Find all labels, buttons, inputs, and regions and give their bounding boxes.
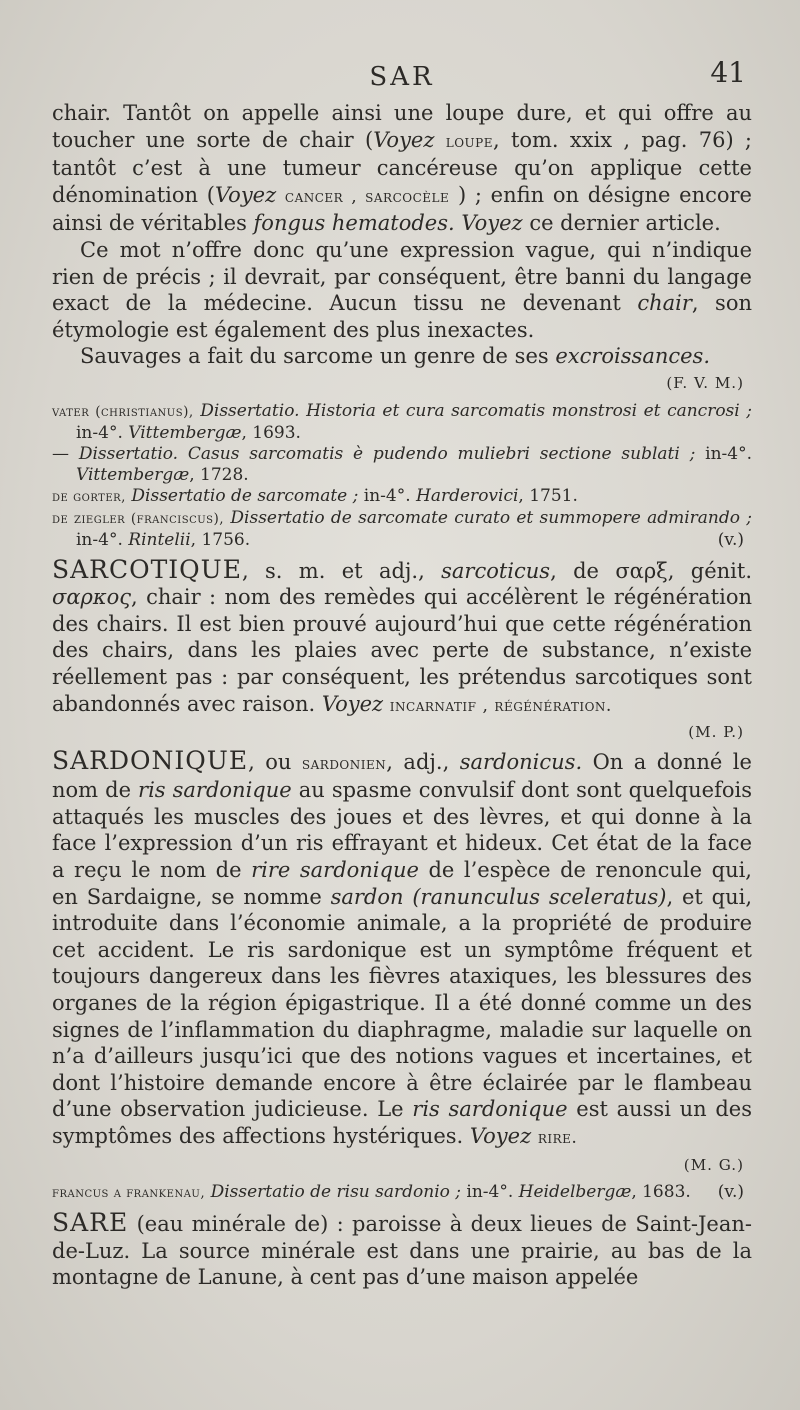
voyez: Voyez	[214, 182, 277, 207]
entry-sardonique	[52, 745, 752, 1152]
author-signature: (M. G.)	[683, 1155, 744, 1174]
biblio-format: in-4°.	[363, 485, 411, 506]
term-italic: ris sardonique	[412, 1097, 568, 1122]
biblio-author: de ziegler (franciscus),	[52, 510, 225, 527]
voyez: Voyez	[321, 691, 384, 716]
biblio-format: in-4°.	[466, 1182, 514, 1203]
page-body	[52, 100, 752, 1291]
text: est aussi un des symptômes des affections hystériques.	[52, 1097, 752, 1148]
paragraph-chair-continued	[52, 100, 752, 237]
entry-heading: SARDONIQUE	[52, 745, 249, 775]
text: de l’espèce de renoncule qui, en Sardaigne, se nomme	[52, 858, 752, 909]
paragraph-expression	[52, 237, 752, 343]
biblio-entry	[52, 444, 752, 486]
text: ce dernier article.	[529, 211, 721, 236]
biblio-author: —	[52, 443, 69, 464]
biblio-title: Dissertatio. Historia et cura sarcomatis monstrosi et cancrosi ;	[200, 400, 753, 421]
text: , ou	[248, 749, 292, 774]
text: , de σαρξ, génit.	[550, 558, 752, 583]
author-signature: (M. P.)	[688, 723, 744, 742]
voyez: Voyez	[469, 1124, 532, 1148]
term-italic: rire sardonique	[251, 858, 419, 883]
biblio-year: , 1751.	[518, 485, 578, 506]
biblio-signature: (v.)	[717, 1182, 744, 1203]
text: , et qui, introduite dans l’économie animale, a la propriété de produire cet accident. Le ris sardonique est un symptôme fréquent et toujours dangereux dans les fièvres ataxiques, les blessures des organes de la région épigastrique. Il a été donné comme un des signes de l’inflammation du diaphragme, maladie sur laquelle on n’a d’ailleurs jusqu’ici que des notions vagues et incertaines, et dont l’histoire demande encore à être éclairée par le flambeau d’une observation judicieuse. Le	[52, 884, 752, 1122]
voyez: Voyez	[373, 127, 435, 152]
entry-sarcotique	[52, 554, 752, 720]
cross-ref: rire.	[537, 1128, 578, 1148]
text: ) ; enfin on désigne encore ainsi de véritables	[52, 182, 752, 236]
biblio-format: in-4°.	[705, 443, 753, 464]
text: (eau minérale de) : paroisse à deux lieues de Saint-Jean-de-Luz. La source minérale est dans une prairie, au bas de la montagne de Lanune, à cent pas d’une maison appelée	[52, 1212, 752, 1290]
text: , s. m. et adj.,	[242, 558, 425, 583]
biblio-signature: (v.)	[717, 529, 744, 550]
term-italic: fongus hematodes.	[253, 211, 455, 236]
text: , chair : nom des remèdes qui accélèrent le régénération des chairs. Il est bien prouvé aujourd’hui que cette régénération des chairs, dans les plaies avec perte de substance, n’existe réellement pas : par conséquent, les prétendus sarcotiques sont abandonnés avec raison.	[52, 585, 752, 716]
biblio-entry	[52, 401, 752, 444]
text: , tom. xxix , pag. 76) ; tantôt c’est à une tumeur cancéreuse qu’on applique cette dénomination (	[52, 127, 752, 207]
biblio-title: Dissertatio de risu sardonio ;	[210, 1182, 461, 1203]
text: Ce mot n’offre donc qu’une expression vague, qui n’indique rien de précis ; il devrait, par conséquent, être banni du langage exact de la médecine. Aucun tissu ne devenant	[52, 237, 752, 316]
text: , son étymologie est également des plus inexactes.	[52, 291, 752, 342]
term-italic: chair	[637, 291, 692, 316]
text: Sauvages a fait du sarcome un genre de ses	[80, 344, 549, 369]
author-signature: (F. V. M.)	[666, 373, 744, 392]
biblio-title: Dissertatio de sarcomate ;	[131, 485, 359, 506]
biblio-place: Heidelbergæ	[518, 1182, 632, 1203]
page-number: 41	[710, 56, 746, 89]
entry-heading: SARE	[52, 1208, 129, 1238]
biblio-entry	[52, 508, 752, 551]
cross-ref: incarnatif , régénération.	[389, 695, 612, 716]
text: chair. Tantôt on appelle ainsi une loupe dure, et qui offre au toucher une sorte de chair (	[52, 101, 752, 152]
alt-term: sardonien	[301, 753, 387, 774]
voyez: Voyez	[461, 211, 523, 236]
cross-ref: loupe	[445, 131, 493, 152]
entry-sare	[52, 1210, 752, 1291]
biblio-place: Rintelii	[128, 529, 191, 550]
bibliography-sarcome	[52, 401, 752, 551]
paragraph-sauvages	[52, 343, 752, 370]
biblio-author: de gorter,	[52, 488, 126, 505]
biblio-entry	[52, 486, 752, 508]
biblio-author: vater (christianus),	[52, 403, 194, 420]
text: On a donné le nom de	[52, 749, 752, 803]
bibliography-sardonique	[52, 1182, 752, 1204]
running-head: SAR	[369, 62, 435, 92]
biblio-place: Vittembergæ	[76, 464, 190, 485]
greek-term: σαρκος	[52, 585, 132, 610]
biblio-title: Dissertatio de sarcomate curato et summopere admirando ;	[230, 507, 752, 528]
biblio-format: in-4°.	[76, 422, 123, 443]
biblio-year: , 1756.	[190, 529, 251, 550]
text: , adj.,	[386, 749, 450, 774]
latin-term: sarcoticus	[441, 558, 551, 583]
biblio-year: , 1683.	[631, 1182, 691, 1203]
biblio-format: in-4°.	[76, 529, 123, 550]
latin-term: sardonicus.	[459, 749, 583, 774]
cross-ref: cancer , sarcocèle	[284, 186, 450, 207]
term-italic: ris sardonique	[138, 778, 292, 803]
biblio-title: Dissertatio. Casus sarcomatis è pudendo muliebri sectione sublati ;	[78, 443, 696, 464]
entry-heading: SARCOTIQUE	[52, 554, 242, 584]
biblio-year: , 1693.	[241, 422, 301, 443]
biblio-year: , 1728.	[189, 464, 249, 485]
page-header	[52, 56, 752, 100]
text: au spasme convulsif dont sont quelquefois attaqués les muscles des joues et des lèvres, et qui donne à la face l’expression d’un ris effrayant et hideux. Cet état de la face a reçu le nom de	[52, 778, 752, 883]
biblio-place: Harderovici	[416, 485, 519, 506]
biblio-entry	[52, 1182, 752, 1204]
biblio-place: Vittembergæ	[128, 422, 242, 443]
term-italic: excroissances.	[555, 344, 711, 369]
biblio-author: francus a frankenau,	[52, 1185, 206, 1202]
term-italic: sardon (ranunculus sceleratus)	[330, 884, 667, 909]
